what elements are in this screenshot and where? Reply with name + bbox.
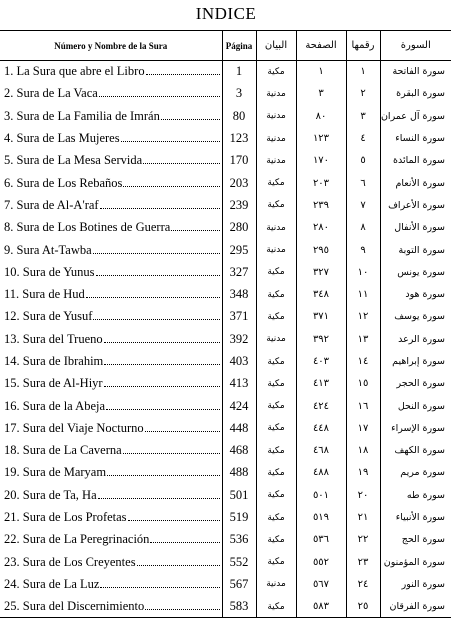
page-number: 536: [222, 529, 256, 551]
arabic-page-number: ٣٧١: [296, 306, 346, 328]
table-row: [0, 328, 451, 350]
arabic-sura-number: ١٧: [346, 417, 380, 439]
sura-name-cell: [0, 239, 222, 261]
dot-leader: [100, 587, 219, 588]
page-number: 403: [222, 350, 256, 372]
sura-name: 8. Sura de Los Botines de Guerra: [4, 220, 171, 235]
sura-name-cell: [0, 484, 222, 506]
page-number: 448: [222, 417, 256, 439]
table-row: [0, 417, 451, 439]
page-number: 1: [222, 61, 256, 83]
table-row: [0, 283, 451, 305]
arabic-sura-name: سورة التوبة: [380, 239, 451, 261]
dot-leader: [137, 565, 220, 566]
dot-leader: [161, 119, 220, 120]
sura-name: 18. Sura de La Caverna: [4, 443, 122, 458]
arabic-sura-number: ٢٥: [346, 596, 380, 618]
arabic-sura-number: ١٩: [346, 462, 380, 484]
arabic-sura-name: سورة المؤمنون: [380, 551, 451, 573]
revelation-type: مكية: [256, 417, 296, 439]
arabic-page-number: ٢٠٣: [296, 172, 346, 194]
table-row: [0, 306, 451, 328]
page-number: 424: [222, 395, 256, 417]
sura-name: 23. Sura de Los Creyentes: [4, 554, 136, 569]
page-number: 392: [222, 328, 256, 350]
page-number: 501: [222, 484, 256, 506]
table-row: [0, 573, 451, 595]
arabic-page-number: ٨٠: [296, 105, 346, 127]
dot-leader: [121, 141, 220, 142]
arabic-page-number: ٣٩٢: [296, 328, 346, 350]
arabic-sura-name: سورة آل عمران: [380, 105, 451, 127]
sura-name: 12. Sura de Yusuf: [4, 309, 93, 324]
revelation-type: مكية: [256, 194, 296, 216]
table-row: [0, 529, 451, 551]
arabic-sura-number: ١٢: [346, 306, 380, 328]
revelation-type: مكية: [256, 261, 296, 283]
page-number: 567: [222, 573, 256, 595]
dot-leader: [123, 453, 220, 454]
table-row: [0, 350, 451, 372]
table-row: [0, 127, 451, 149]
arabic-page-number: ٥٠١: [296, 484, 346, 506]
arabic-sura-name: سورة يوسف: [380, 306, 451, 328]
arabic-page-number: ٤٤٨: [296, 417, 346, 439]
arabic-page-number: ٤٨٨: [296, 462, 346, 484]
arabic-sura-name: سورة مريم: [380, 462, 451, 484]
revelation-type: مدنية: [256, 105, 296, 127]
dot-leader: [93, 319, 219, 320]
arabic-page-number: ٣: [296, 83, 346, 105]
arabic-sura-number: ١٠: [346, 261, 380, 283]
sura-name: 21. Sura de Los Profetas: [4, 510, 127, 525]
header-row: [0, 31, 451, 61]
arabic-page-number: ٤٠٣: [296, 350, 346, 372]
sura-name: 19. Sura de Maryam: [4, 465, 107, 480]
arabic-sura-name: سورة الكهف: [380, 440, 451, 462]
revelation-type: مدنية: [256, 573, 296, 595]
sura-name-cell: [0, 83, 222, 105]
arabic-page-number: ٣٢٧: [296, 261, 346, 283]
arabic-sura-number: ٢٣: [346, 551, 380, 573]
sura-name-cell: [0, 529, 222, 551]
dot-leader: [145, 609, 219, 610]
arabic-sura-name: سورة هود: [380, 283, 451, 305]
sura-name: 6. Sura de Los Rebaños: [4, 175, 123, 190]
sura-name-cell: [0, 61, 222, 83]
sura-name: 15. Sura de Al-Hiyr: [4, 376, 103, 391]
sura-name: 17. Sura del Viaje Nocturno: [4, 420, 144, 435]
sura-name: 5. Sura de La Mesa Servida: [4, 153, 143, 168]
dot-leader: [93, 253, 220, 254]
sura-name: 3. Sura de La Familia de Imrán: [4, 108, 160, 123]
arabic-sura-number: ٦: [346, 172, 380, 194]
sura-name: 22. Sura de La Peregrinación: [4, 532, 150, 547]
arabic-sura-number: ٩: [346, 239, 380, 261]
arabic-sura-number: ١٦: [346, 395, 380, 417]
sura-name-cell: [0, 596, 222, 618]
sura-name-cell: [0, 506, 222, 528]
dot-leader: [100, 208, 220, 209]
header-ar-sura: السورة: [380, 31, 451, 61]
dot-leader: [128, 520, 220, 521]
revelation-type: مكية: [256, 350, 296, 372]
sura-name: 11. Sura de Hud: [4, 287, 85, 302]
sura-name: 2. Sura de La Vaca: [4, 86, 98, 101]
revelation-type: مكية: [256, 484, 296, 506]
page-number: 239: [222, 194, 256, 216]
arabic-sura-number: ٤: [346, 127, 380, 149]
arabic-page-number: ٤١٣: [296, 373, 346, 395]
page-number: 80: [222, 105, 256, 127]
table-row: [0, 105, 451, 127]
sura-name: 20. Sura de Ta, Ha: [4, 487, 97, 502]
page-number: 170: [222, 150, 256, 172]
header-ar-num: رقمها: [346, 31, 380, 61]
table-row: [0, 83, 451, 105]
page-number: 468: [222, 440, 256, 462]
page-number: 583: [222, 596, 256, 618]
sura-name: 25. Sura del Discernimiento: [4, 599, 145, 614]
sura-name-cell: [0, 417, 222, 439]
sura-name: 13. Sura del Trueno: [4, 331, 103, 346]
dot-leader: [123, 186, 219, 187]
revelation-type: مدنية: [256, 328, 296, 350]
table-row: [0, 596, 451, 618]
dot-leader: [104, 342, 220, 343]
dot-leader: [96, 275, 220, 276]
arabic-sura-name: سورة النساء: [380, 127, 451, 149]
arabic-sura-number: ٢: [346, 83, 380, 105]
table-row: [0, 373, 451, 395]
sura-name-cell: [0, 573, 222, 595]
sura-name-cell: [0, 217, 222, 239]
arabic-page-number: ٥١٩: [296, 506, 346, 528]
dot-leader: [104, 386, 220, 387]
revelation-type: مدنية: [256, 83, 296, 105]
arabic-sura-name: سورة الرعد: [380, 328, 451, 350]
page-number: 327: [222, 261, 256, 283]
table-row: [0, 395, 451, 417]
arabic-sura-number: ١٣: [346, 328, 380, 350]
dot-leader: [86, 297, 220, 298]
arabic-page-number: ٥٥٢: [296, 551, 346, 573]
dot-leader: [107, 475, 219, 476]
page-number: 123: [222, 127, 256, 149]
table-row: [0, 150, 451, 172]
arabic-sura-number: ١٤: [346, 350, 380, 372]
arabic-page-number: ١٧٠: [296, 150, 346, 172]
dot-leader: [146, 74, 220, 75]
sura-name: 24. Sura de La Luz: [4, 576, 100, 591]
sura-name-cell: [0, 194, 222, 216]
revelation-type: مكية: [256, 172, 296, 194]
header-type: البيان: [256, 31, 296, 61]
sura-name: 10. Sura de Yunus: [4, 264, 95, 279]
dot-leader: [143, 163, 219, 164]
dot-leader: [99, 96, 220, 97]
header-page: Página: [222, 31, 256, 61]
sura-name-cell: [0, 373, 222, 395]
revelation-type: مدنية: [256, 150, 296, 172]
arabic-sura-name: سورة البقرة: [380, 83, 451, 105]
revelation-type: مكية: [256, 395, 296, 417]
revelation-type: مكية: [256, 61, 296, 83]
page-title: INDICE: [195, 4, 257, 23]
arabic-sura-name: سورة المائدة: [380, 150, 451, 172]
table-row: [0, 194, 451, 216]
sura-name: 4. Sura de Las Mujeres: [4, 131, 120, 146]
table-row: [0, 239, 451, 261]
arabic-sura-name: سورة الأنبياء: [380, 506, 451, 528]
arabic-page-number: ٢٩٥: [296, 239, 346, 261]
arabic-sura-number: ١٨: [346, 440, 380, 462]
header-name: Número y Nombre de la Sura: [0, 31, 222, 61]
arabic-sura-name: سورة الفاتحة: [380, 61, 451, 83]
sura-name-cell: [0, 172, 222, 194]
arabic-sura-name: سورة الفرقان: [380, 596, 451, 618]
table-row: [0, 551, 451, 573]
revelation-type: مكية: [256, 506, 296, 528]
index-table: [0, 30, 451, 618]
revelation-type: مدنية: [256, 239, 296, 261]
page-number: 488: [222, 462, 256, 484]
arabic-sura-name: سورة يونس: [380, 261, 451, 283]
revelation-type: مكية: [256, 306, 296, 328]
arabic-sura-name: سورة الأنعام: [380, 172, 451, 194]
table-row: [0, 506, 451, 528]
arabic-page-number: ٤٢٤: [296, 395, 346, 417]
sura-name: 14. Sura de Ibrahim: [4, 354, 104, 368]
arabic-sura-name: سورة الحجر: [380, 373, 451, 395]
sura-name-cell: [0, 551, 222, 573]
page-number: 413: [222, 373, 256, 395]
dot-leader: [171, 230, 219, 231]
dot-leader: [104, 364, 219, 365]
sura-name-cell: [0, 127, 222, 149]
arabic-sura-name: سورة إبراهيم: [380, 350, 451, 372]
table-row: [0, 172, 451, 194]
arabic-sura-name: سورة الأعراف: [380, 194, 451, 216]
page-number: 519: [222, 506, 256, 528]
revelation-type: مكية: [256, 373, 296, 395]
sura-name-cell: [0, 261, 222, 283]
sura-name-cell: [0, 350, 222, 372]
sura-name: 1. La Sura que abre el Libro: [4, 64, 145, 79]
table-row: [0, 484, 451, 506]
arabic-sura-number: ١١: [346, 283, 380, 305]
arabic-page-number: ٥٨٣: [296, 596, 346, 618]
sura-name-cell: [0, 462, 222, 484]
revelation-type: مدنية: [256, 217, 296, 239]
dot-leader: [98, 498, 220, 499]
header-ar-page: الصفحة: [296, 31, 346, 61]
page-number: 295: [222, 239, 256, 261]
sura-name-cell: [0, 283, 222, 305]
dot-leader: [150, 542, 219, 543]
dot-leader: [145, 431, 220, 432]
arabic-page-number: ٣٤٨: [296, 283, 346, 305]
arabic-page-number: ٢٣٩: [296, 194, 346, 216]
sura-name: 16. Sura de la Abeja: [4, 398, 106, 413]
revelation-type: مكية: [256, 551, 296, 573]
sura-name-cell: [0, 328, 222, 350]
table-row: [0, 261, 451, 283]
arabic-sura-name: سورة طه: [380, 484, 451, 506]
dot-leader: [106, 409, 219, 410]
arabic-sura-number: ٢١: [346, 506, 380, 528]
arabic-sura-name: سورة النور: [380, 573, 451, 595]
revelation-type: مكية: [256, 596, 296, 618]
arabic-page-number: ٥٦٧: [296, 573, 346, 595]
page-number: 3: [222, 83, 256, 105]
sura-name-cell: [0, 440, 222, 462]
page-number: 552: [222, 551, 256, 573]
page-number: 371: [222, 306, 256, 328]
arabic-page-number: ١: [296, 61, 346, 83]
sura-name: 7. Sura de Al-A'raf: [4, 197, 99, 212]
table-row: [0, 61, 451, 83]
arabic-page-number: ٥٣٦: [296, 529, 346, 551]
sura-name: 9. Sura At-Tawba: [4, 242, 92, 257]
arabic-sura-number: ٣: [346, 105, 380, 127]
arabic-sura-number: ٧: [346, 194, 380, 216]
revelation-type: مكية: [256, 462, 296, 484]
revelation-type: مكية: [256, 440, 296, 462]
arabic-page-number: ٤٦٨: [296, 440, 346, 462]
arabic-sura-name: سورة الحج: [380, 529, 451, 551]
arabic-sura-number: ٥: [346, 150, 380, 172]
table-row: [0, 462, 451, 484]
revelation-type: مدنية: [256, 127, 296, 149]
arabic-sura-name: سورة الأنفال: [380, 217, 451, 239]
revelation-type: مكية: [256, 529, 296, 551]
sura-name-cell: [0, 105, 222, 127]
arabic-sura-number: ٢٢: [346, 529, 380, 551]
page-number: 203: [222, 172, 256, 194]
revelation-type: مكية: [256, 283, 296, 305]
page-number: 280: [222, 217, 256, 239]
sura-name-cell: [0, 150, 222, 172]
arabic-sura-number: ١: [346, 61, 380, 83]
arabic-sura-number: ٢٤: [346, 573, 380, 595]
arabic-sura-number: ١٥: [346, 373, 380, 395]
table-row: [0, 217, 451, 239]
arabic-sura-number: ٨: [346, 217, 380, 239]
arabic-sura-name: سورة الإسراء: [380, 417, 451, 439]
arabic-page-number: ١٢٣: [296, 127, 346, 149]
sura-name-cell: [0, 306, 222, 328]
page-number: 348: [222, 283, 256, 305]
arabic-sura-number: ٢٠: [346, 484, 380, 506]
arabic-sura-name: سورة النحل: [380, 395, 451, 417]
sura-name-cell: [0, 395, 222, 417]
arabic-page-number: ٢٨٠: [296, 217, 346, 239]
table-row: [0, 440, 451, 462]
